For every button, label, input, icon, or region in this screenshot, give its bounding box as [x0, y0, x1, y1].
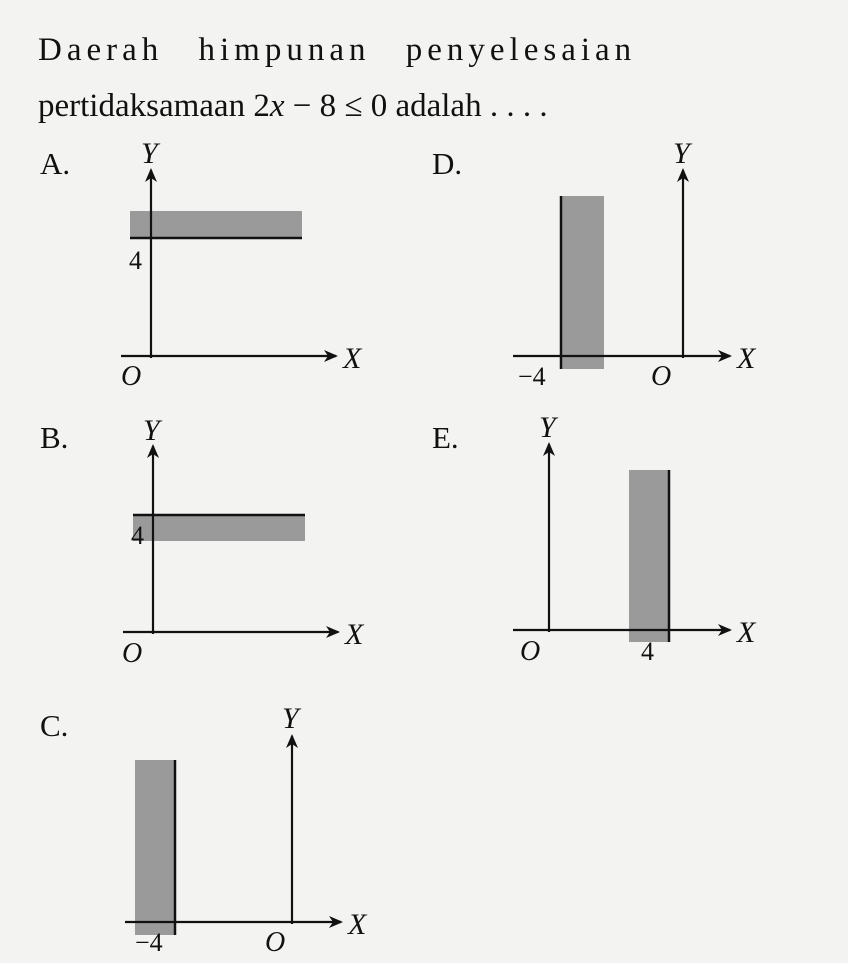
- graph-d-shaded-region: [561, 196, 604, 369]
- graph-a-tick-label: 4: [129, 246, 142, 275]
- graph-c-y-label: Y: [282, 702, 299, 735]
- graph-b: [122, 414, 365, 669]
- graph-d-x-label: X: [737, 342, 756, 375]
- question-prefix: pertidaksamaan: [38, 88, 246, 124]
- option-d-label[interactable]: D.: [432, 146, 463, 181]
- graph-b-shaded-region: [133, 515, 305, 541]
- graph-a-x-label: X: [343, 342, 362, 375]
- question-suffix: adalah . . . .: [395, 88, 548, 124]
- graph-c-shaded-region: [135, 760, 175, 935]
- graph-a-y-label: Y: [141, 137, 158, 170]
- graph-a: [121, 137, 363, 392]
- graph-e-shaded-region: [629, 470, 669, 642]
- graph-b-y-label: Y: [143, 414, 160, 447]
- graph-c-tick-label: −4: [135, 928, 163, 957]
- graph-c: [125, 702, 368, 958]
- graph-a-shaded-region: [130, 211, 302, 238]
- option-b-label[interactable]: B.: [40, 420, 69, 455]
- graph-e-origin: O: [520, 636, 541, 667]
- graph-e: [513, 411, 757, 667]
- option-c-label[interactable]: C.: [40, 708, 69, 743]
- question-line-1: Daerah himpunan penyelesaian: [38, 32, 637, 68]
- graph-d: [513, 137, 757, 392]
- graph-b-origin: O: [122, 638, 143, 669]
- inequality-rest: − 8 ≤ 0: [284, 88, 388, 124]
- graph-d-y-label: Y: [673, 137, 690, 170]
- graph-b-tick-label: 4: [131, 521, 144, 550]
- graph-d-origin: O: [651, 361, 672, 392]
- graph-b-x-label: X: [345, 618, 364, 651]
- graph-e-y-label: Y: [539, 411, 556, 444]
- graph-c-x-label: X: [348, 908, 367, 941]
- inequality-variable: x: [269, 88, 285, 124]
- graph-e-x-label: X: [737, 616, 756, 649]
- option-e-label[interactable]: E.: [432, 420, 459, 455]
- graph-d-tick-label: −4: [518, 362, 546, 391]
- graph-a-origin: O: [121, 361, 142, 392]
- inequality-coefficient: 2: [253, 88, 270, 124]
- graph-e-tick-label: 4: [641, 637, 654, 666]
- graph-c-origin: O: [265, 927, 286, 958]
- option-a-label[interactable]: A.: [40, 146, 71, 181]
